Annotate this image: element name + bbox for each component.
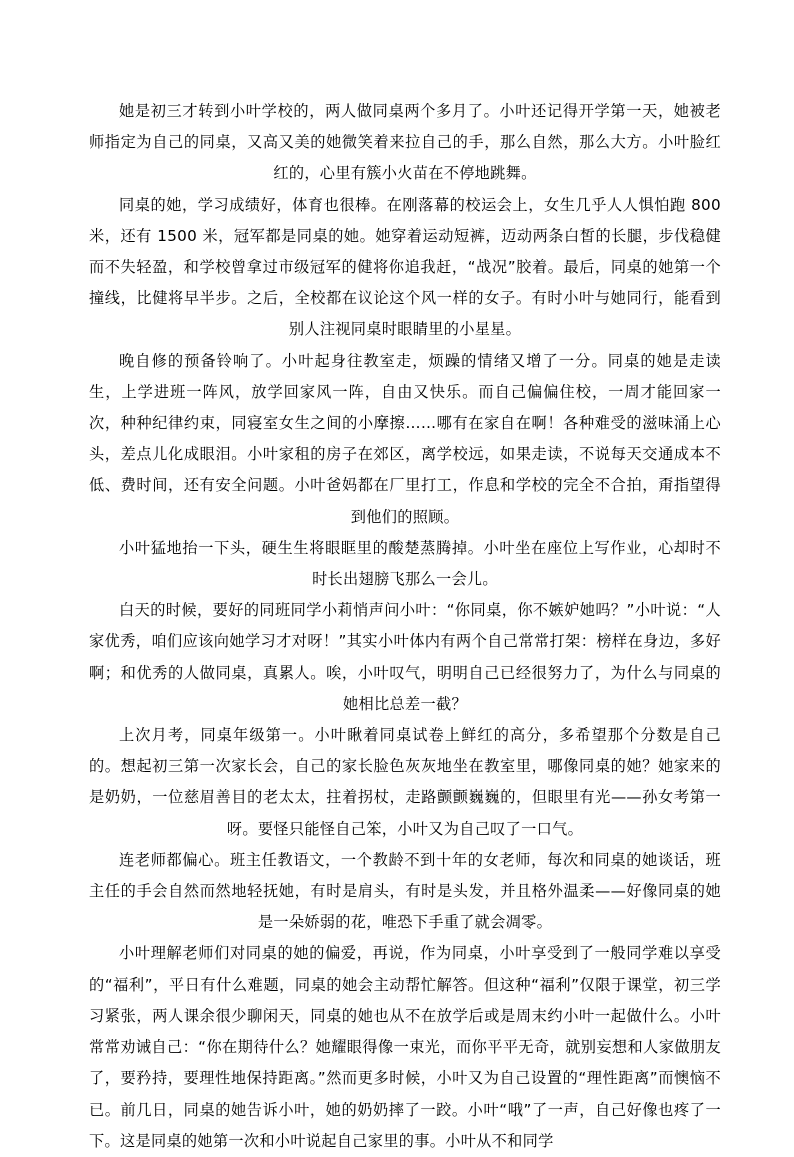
paragraph-8: 小叶理解老师们对同桌的她的偏爱，再说，作为同桌，小叶享受到了一般同学难以享受的“福利”，平日有什么难题，同桌的她会主动帮忙解答。但这种“福利”仅限于课堂，初三学习紧张，两人课余很少聊闲天，同桌的她也从不在放学后或是周末约小叶一起做什么。小叶常常劝诫自己：“你在期待什么？她耀眼得像一束光，而你平平无奇，就别妄想和人家做朋友了，要矜持，要理性地保持距离。”然而更多时候，小叶又为自己设置的“理性距离”而懊恼不已。前几日，同桌的她告诉小叶，她的奶奶摔了一跤。小叶“哦”了一声，自己好像也疼了一下。这是同桌的她第一次和小叶说起自己家里的事。小叶从不和同学 — [89, 944, 721, 1150]
paragraph-1: 她是初三才转到小叶学校的，两人做同桌两个多月了。小叶还记得开学第一天，她被老师指定为自己的同桌，又高又美的她微笑着来拉自己的手，那么自然，那么大方。小叶脸红红的，心里有簇小火苗在不停地跳舞。 — [89, 102, 721, 183]
paragraph-3: 晚自修的预备铃响了。小叶起身往教室走，烦躁的情绪又增了一分。同桌的她是走读生，上学进班一阵风，放学回家风一阵，自由又快乐。而自己偏偏住校，一周才能回家一次，种种纪律约束，同寝室女生之间的小摩擦……哪有在家自在啊！各种难受的滋味涌上心头，差点儿化成眼泪。小叶家租的房子在郊区，离学校远，如果走读，不说每天交通成本不低、费时间，还有安全问题。小叶爸妈都在厂里打工，作息和学校的完全不合拍，甭指望得到他们的照顾。 — [89, 351, 721, 526]
paragraph-5: 白天的时候，要好的同班同学小莉悄声问小叶：“你同桌，你不嫉妒她吗？”小叶说：“人家优秀，咱们应该向她学习才对呀！”其实小叶体内有两个自己常常打架：榜样在身边，多好啊；和优秀的人做同桌，真累人。唉，小叶叹气，明明自己已经很努力了，为什么与同桌的她相比总差一截？ — [89, 601, 721, 713]
paragraph-4: 小叶猛地抬一下头，硬生生将眼眶里的酸楚蒸腾掉。小叶坐在座位上写作业，心却时不时长出翅膀飞那么一会儿。 — [119, 538, 721, 589]
paragraph-6: 上次月考，同桌年级第一。小叶瞅着同桌试卷上鲜红的高分，多希望那个分数是自己的。想起初三第一次家长会，自己的家长脸色灰灰地坐在教室里，哪像同桌的她？她家来的是奶奶，一位慈眉善目的老太太，拄着拐杖，走路颤颤巍巍的，但眼里有光——孙女考第一呀。要怪只能怪自己笨，小叶又为自己叹了一口气。 — [89, 726, 721, 838]
paragraph-7: 连老师都偏心。班主任教语文，一个教龄不到十年的女老师，每次和同桌的她谈话，班主任的手会自然而然地轻抚她，有时是肩头，有时是头发，并且格外温柔——好像同桌的她是一朵娇弱的花，唯恐下手重了就会凋零。 — [89, 850, 721, 932]
document-page — [89, 96, 721, 1157]
paragraph-2: 同桌的她，学习成绩好，体育也很棒。在刚落幕的校运会上，女生几乎人人惧怕跑 800 米，还有 1500 米，冠军都是同桌的她。她穿着运动短裤，迈动两条白皙的长腿，步伐稳健而不失轻盈，和学校曾拿过市级冠军的健将你追我赶，“战况”胶着。最后，同桌的她第一个撞线，比健将早半步。之后，全校都在议论这个风一样的女子。有时小叶与她同行，能看到别人注视同桌时眼睛里的小星星。 — [89, 195, 721, 339]
